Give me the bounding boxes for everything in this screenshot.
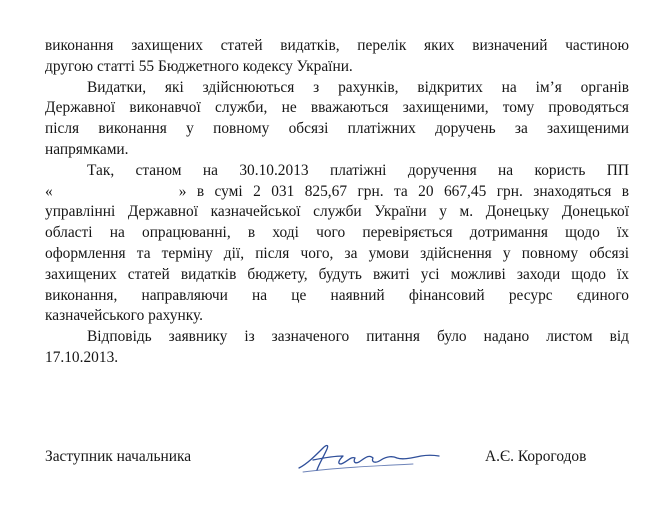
letter-body [45,36,629,369]
text-line: Так, станом на 30.10.2013 платіжні доручення на користь ПП [87,161,629,179]
text-line: напрямками. [45,140,129,158]
signatory-name: А.Є. Корогодов [485,448,587,465]
signature-block [45,448,635,488]
signature-icon [293,434,443,478]
text-line: Видатки, які здійснюються з рахунків, відкритих на ім’я органів [87,78,629,96]
redacted-name-open-quote: « [45,182,53,200]
amount-clause: » в сумі 2 031 825,67 грн. та 20 667,45 грн. знаходяться в [178,182,629,200]
text-line: виконання захищених статей видатків, перелік яких визначений частиною [45,37,629,54]
text-line: другою статті 55 Бюджетного кодексу України. [45,57,353,75]
text-line: Державної виконавчої служби, не вважаються захищеними, тому проводяться [45,99,629,117]
text-line: 17.10.2013. [45,348,119,366]
text-line: Відповідь заявнику із зазначеного питання було надано листом від [87,328,629,346]
text-line: після виконання у повному обсязі платіжних доручень за захищеними [45,120,629,138]
position-title: Заступник начальника [45,448,192,465]
text-line [45,182,629,203]
text-line: управлінні Державної казначейської служби України у м. Донецьку Донецької [45,203,629,221]
text-line: області на опрацюванні, в ході чого перевіряється дотримання щодо їх [45,224,629,242]
text-line: виконання, направляючи на це наявний фінансовий ресурс єдиного [45,286,629,304]
text-line: казначейського рахунку. [45,307,203,325]
text-line: оформлення та терміну дії, після чого, за умови здійснення у повному обсязі [45,244,629,262]
text-line: захищених статей видатків бюджету, будуть вжиті усі можливі заходи щодо їх [45,265,629,283]
